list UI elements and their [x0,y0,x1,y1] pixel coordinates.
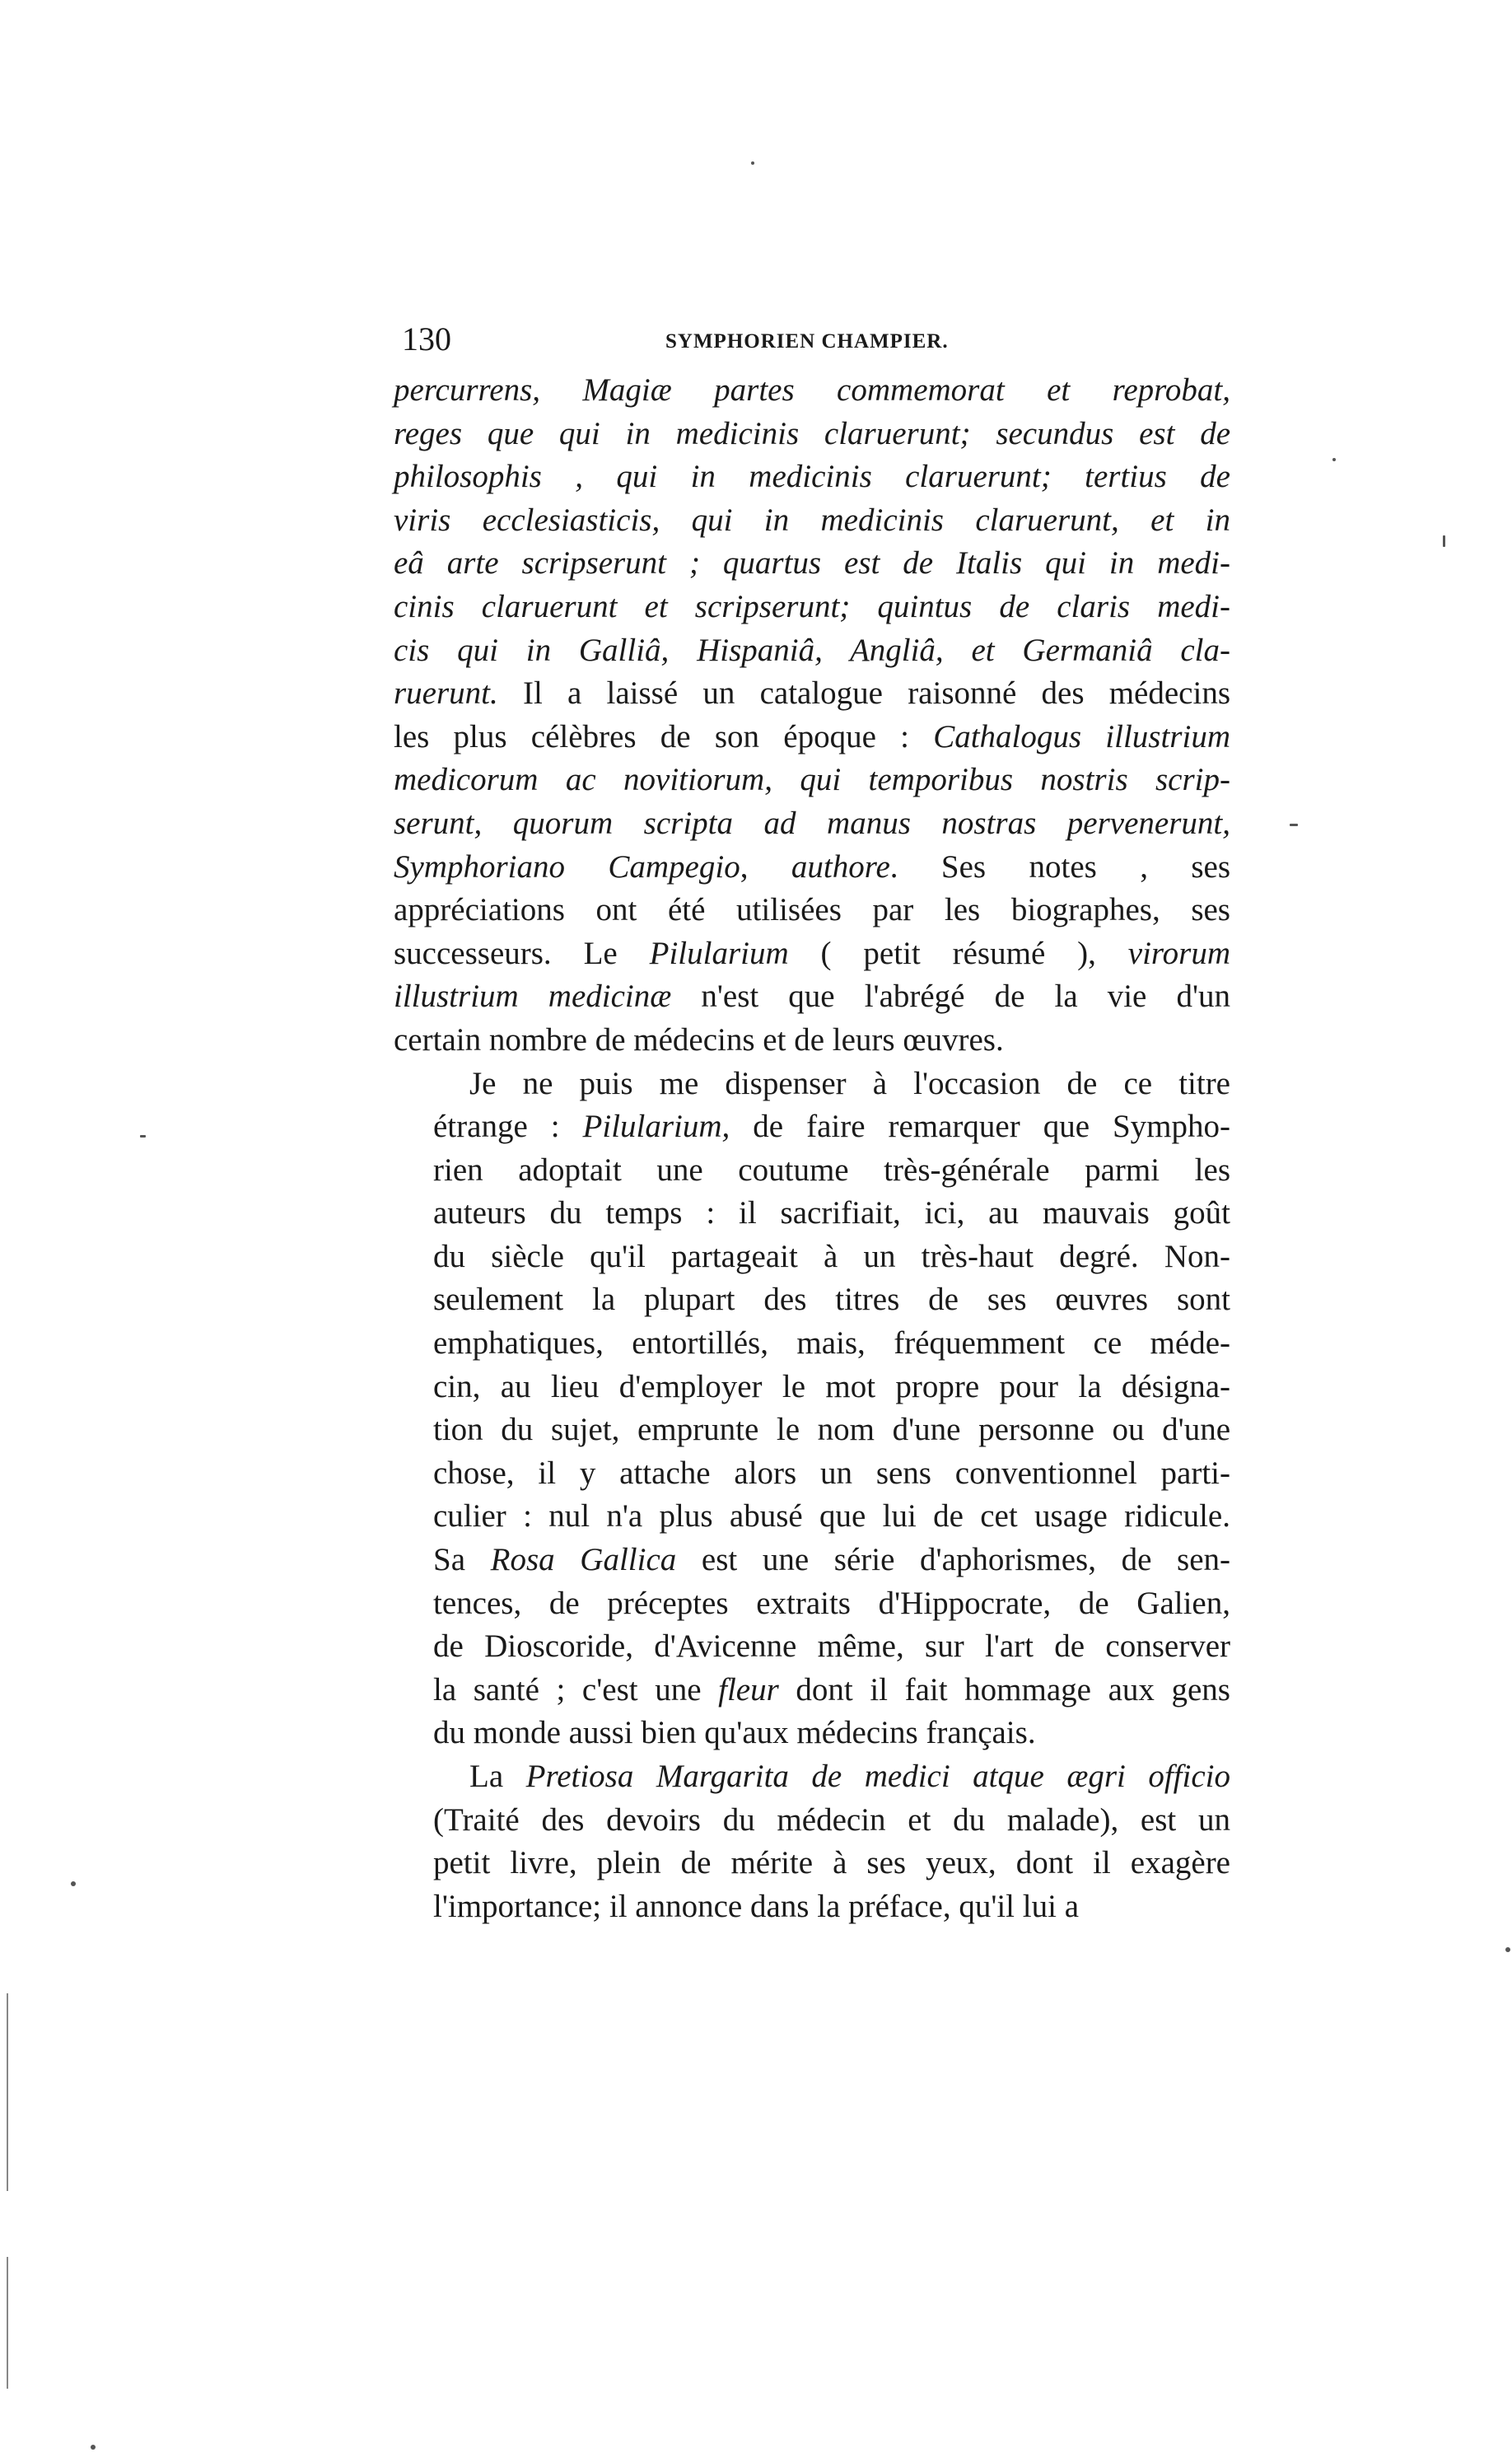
scan-speck [1443,535,1445,547]
scan-speck [91,2445,96,2450]
italic-text: medicorum ac novitiorum, qui temporibus nostris scrip- [394,762,1230,798]
roman-text: rien adoptait une coutume très-générale parmi les [433,1152,1230,1188]
italic-text: Cathalogus illustrium [933,718,1230,754]
page-number: 130 [402,320,451,357]
roman-text: (Traité des devoirs du médecin et du malade), est un [433,1801,1230,1838]
scan-edge-line [7,2257,8,2389]
roman-text: chose, il y attache alors un sens conventionnel parti- [433,1455,1230,1491]
text-line [394,1019,1230,1063]
text-line [394,1452,1230,1496]
italic-text: Rosa Gallica [490,1542,677,1578]
text-line [394,1712,1230,1755]
italic-text: percurrens, Magiæ partes commemorat et reprobat, [394,372,1230,408]
scan-speck [751,161,754,165]
scan-speck [140,1135,146,1138]
running-head: SYMPHORIEN CHAMPIER. [665,330,949,353]
roman-text: Sa [433,1542,491,1578]
roman-text: Je ne puis me dispenser à l'occasion de ce titre [469,1065,1230,1101]
page-header [402,315,1225,364]
roman-text: , [740,848,791,885]
roman-text: certain nombre de médecins et de leurs œuvres. [394,1021,1004,1058]
scan-speck [71,1881,76,1886]
text-line [394,1799,1230,1843]
text-line [394,1409,1230,1452]
roman-text: successeurs. Le [394,935,650,971]
roman-text: cin, au lieu d'employer le mot propre pour la désigna- [433,1368,1230,1404]
text-line [394,1755,1230,1799]
italic-text: Pretiosa Margarita de medici atque ægri officio [525,1759,1230,1794]
text-line [394,1322,1230,1366]
text-line [394,542,1230,586]
paragraph [394,1755,1230,1928]
roman-text: est une série d'aphorismes, de sen- [676,1542,1231,1578]
scan-speck [1332,458,1336,461]
text-line [394,1236,1230,1279]
roman-text: de faire remarquer que Sympho- [730,1109,1230,1145]
roman-text: de Dioscoride, d'Avicenne même, sur l'art de conserver [433,1628,1230,1665]
scan-speck [1290,824,1298,826]
text-line [394,1278,1230,1322]
roman-text: appréciations ont été utilisées par les biographes, ses [394,892,1230,928]
text-line [394,1063,1230,1106]
italic-text: cis qui in Galliâ, Hispaniâ, Angliâ, et Germaniâ cla- [394,632,1230,668]
text-line [394,1669,1230,1712]
italic-text: cinis claruerunt et scripserunt; quintus de claris medi- [394,588,1230,624]
roman-text: n'est que l'abrégé de la vie d'un [671,979,1230,1015]
italic-text: ruerunt. [394,675,498,712]
text-line [394,1842,1230,1885]
paragraph [394,369,1230,1063]
text-line [394,586,1230,629]
text-line [394,1366,1230,1409]
italic-text: Symphoriano Campegio [394,848,740,885]
text-line [394,1625,1230,1669]
roman-text: ( petit résumé ), [788,935,1128,971]
text-line [394,369,1230,413]
scan-speck [1505,1947,1510,1952]
text-line [394,1149,1230,1193]
text-line [394,889,1230,932]
italic-text: illustrium medicinæ [394,979,672,1015]
roman-text: l'importance; il annonce dans la préface, qu'il lui a [433,1888,1079,1924]
roman-text: dont il fait hommage aux gens [778,1671,1230,1708]
italic-text: philosophis , qui in medicinis claruerunt; tertius de [394,459,1230,495]
italic-text: Pilularium, [582,1109,730,1145]
paragraph [394,1063,1230,1756]
text-line [394,413,1230,456]
roman-text: du siècle qu'il partageait à un très-haut degré. Non- [433,1238,1230,1274]
italic-text: Pilularium [649,935,789,971]
text-line [394,1192,1230,1236]
italic-text: reges que qui in medicinis claruerunt; secundus est de [394,415,1230,451]
roman-text: culier : nul n'a plus abusé que lui de cet usage ridicule. [433,1498,1230,1535]
text-line [394,672,1230,716]
body-text [394,369,1230,1928]
text-line [394,1105,1230,1149]
italic-text: viris ecclesiasticis, qui in medicinis claruerunt, et in [394,502,1230,538]
text-line [394,1495,1230,1539]
roman-text: tences, de préceptes extraits d'Hippocrate, de Galien, [433,1585,1230,1621]
roman-text: Il a laissé un catalogue raisonné des médecins [497,675,1230,712]
text-line [394,1539,1230,1582]
roman-text: étrange : [433,1109,583,1145]
text-line [394,975,1230,1019]
roman-text: la santé ; c'est une [433,1671,719,1708]
roman-text: emphatiques, entortillés, mais, fréquemment ce méde- [433,1325,1230,1362]
roman-text: du monde aussi bien qu'aux médecins français. [433,1715,1036,1751]
text-line [394,1885,1230,1929]
roman-text: les plus célèbres de son époque : [394,718,934,754]
text-line [394,716,1230,759]
italic-text: authore [791,848,890,885]
text-line [394,629,1230,673]
text-line [394,932,1230,976]
roman-text: petit livre, plein de mérite à ses yeux, dont il exagère [433,1845,1230,1881]
roman-text: La [469,1759,526,1794]
italic-text: serunt, quorum scripta ad manus nostras pervenerunt, [394,805,1230,841]
roman-text: auteurs du temps : il sacrifiait, ici, au mauvais goût [433,1195,1230,1231]
text-line [394,759,1230,802]
roman-text: . Ses notes , ses [889,848,1231,885]
roman-text: seulement la plupart des titres de ses œuvres sont [433,1282,1230,1318]
italic-text: fleur [718,1671,779,1708]
roman-text: tion du sujet, emprunte le nom d'une personne ou d'une [433,1412,1230,1448]
text-line [394,846,1230,890]
italic-text: eâ arte scripserunt ; quartus est de Italis qui in medi- [394,545,1230,582]
text-line [394,455,1230,499]
text-line [394,1582,1230,1626]
italic-text: virorum [1127,935,1230,971]
text-line [394,499,1230,543]
scan-edge-line [7,1993,8,2191]
text-line [394,802,1230,846]
